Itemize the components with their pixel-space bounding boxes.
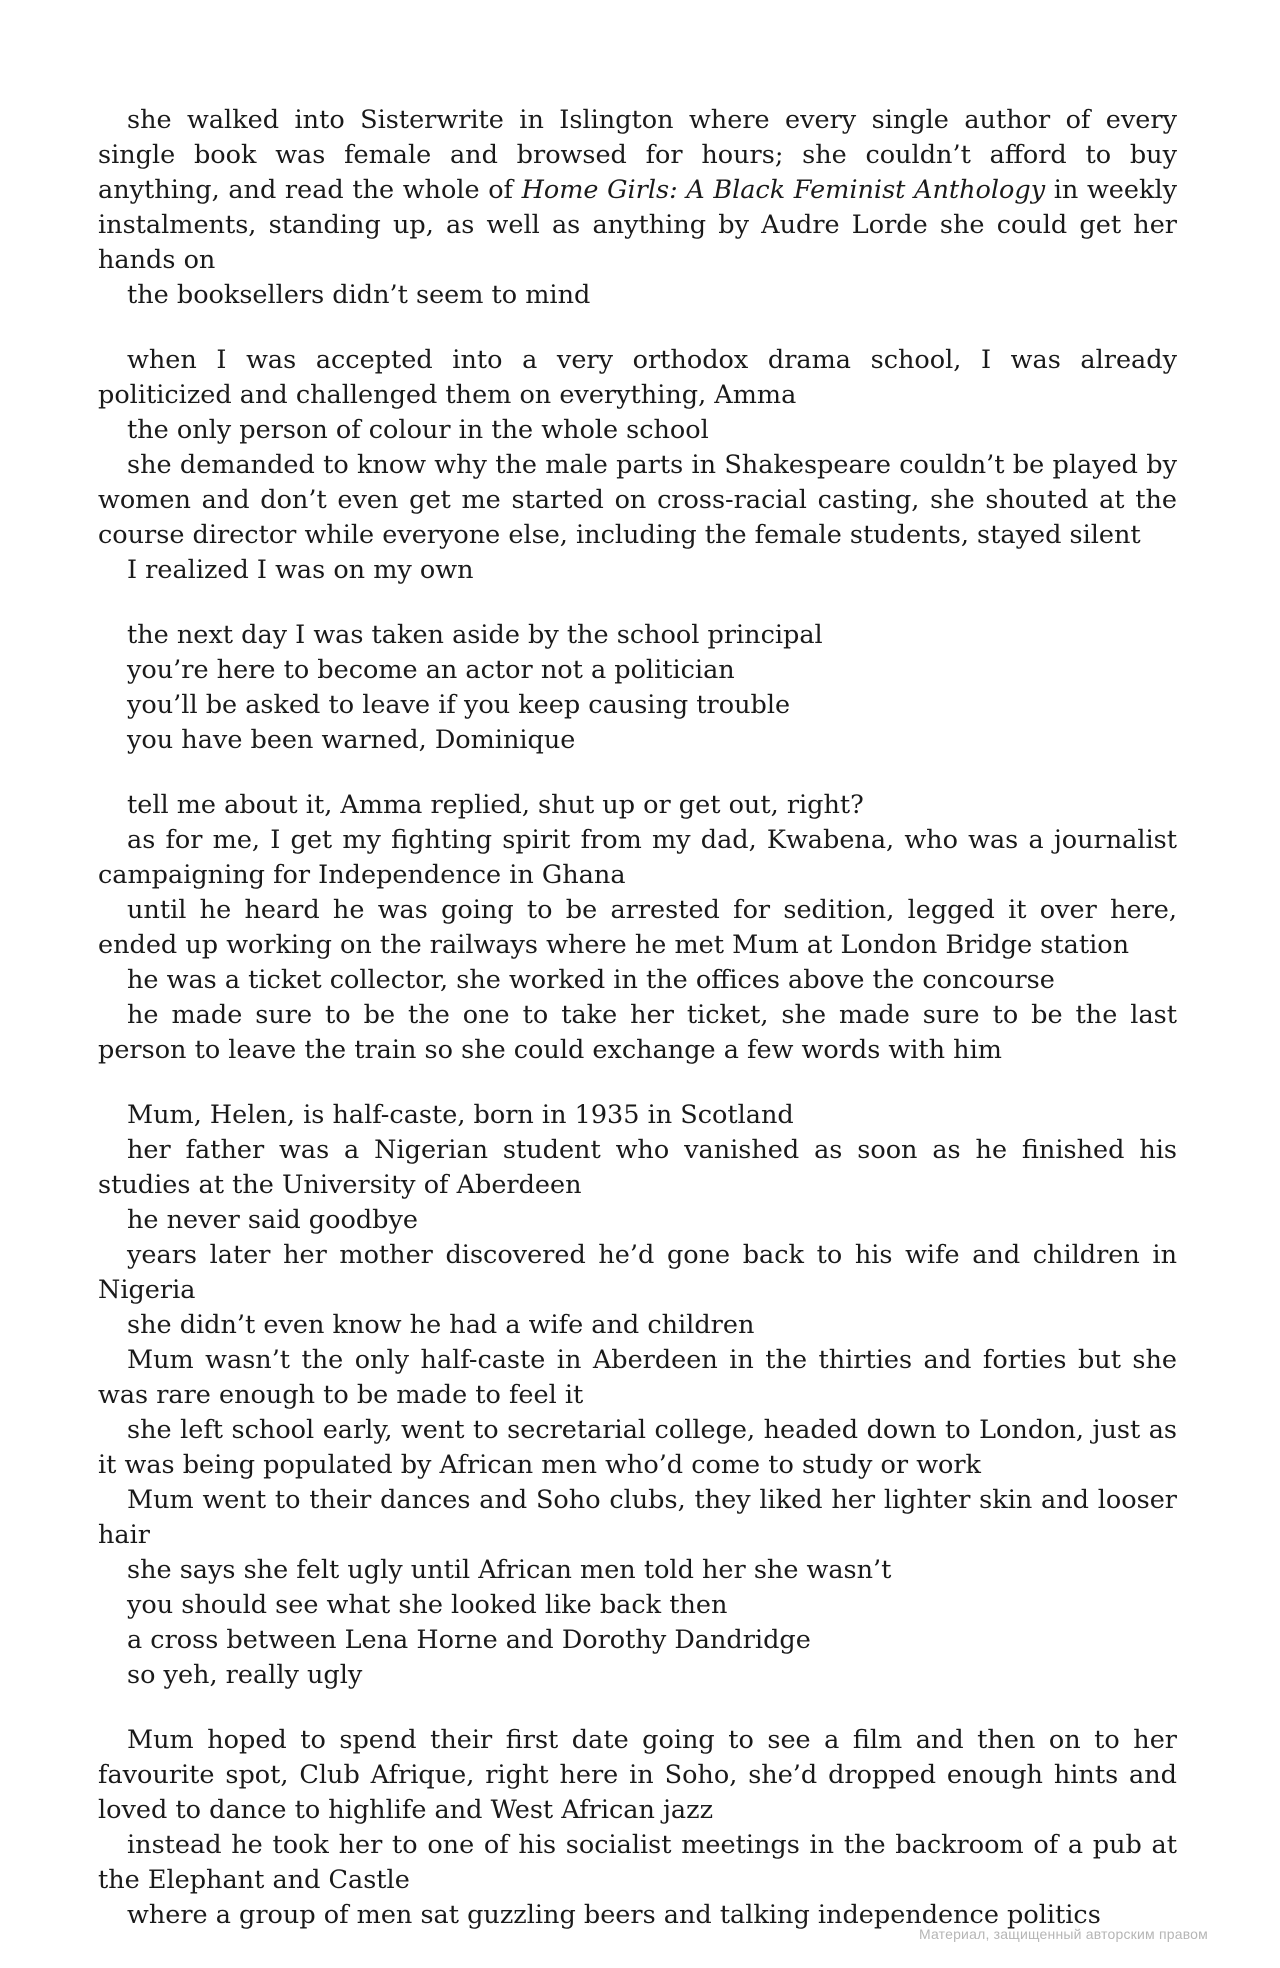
text-run: so yeh, really ugly (127, 1660, 363, 1690)
text-line (98, 1203, 1177, 1238)
text-run: she didn’t even know he had a wife and children (127, 1310, 755, 1340)
text-line (98, 1343, 1177, 1413)
text-line (98, 998, 1177, 1068)
book-page (98, 103, 1177, 1963)
text-run: Mum, Helen, is half-caste, born in 1935 in Scotland (127, 1100, 794, 1130)
text-run: instead he took her to one of his socialist meetings in the backroom of a pub at the Elephant and Castle (98, 1830, 1177, 1895)
text-line (98, 1588, 1177, 1623)
text-line (98, 1483, 1177, 1553)
text-run: I realized I was on my own (127, 555, 474, 585)
text-run: as for me, I get my fighting spirit from my dad, Kwabena, who was a journalist campaigning for Independence in Ghana (98, 825, 1177, 890)
text-line (98, 1723, 1177, 1828)
text-run: he made sure to be the one to take her ticket, she made sure to be the last person to leave the train so she could exchange a few words with him (98, 1000, 1177, 1065)
stanza (98, 1098, 1177, 1693)
text-run: she says she felt ugly until African men told her she wasn’t (127, 1555, 892, 1585)
text-line (98, 103, 1177, 278)
text-run: when I was accepted into a very orthodox drama school, I was already politicized and challenged them on everything, Amma (98, 345, 1177, 410)
book-title-italic: Home Girls: A Black Feminist Anthology (521, 175, 1046, 205)
text-line (98, 963, 1177, 998)
text-run: years later her mother discovered he’d gone back to his wife and children in Nigeria (98, 1240, 1177, 1305)
text-line (98, 448, 1177, 553)
text-line (98, 893, 1177, 963)
text-line (98, 1658, 1177, 1693)
text-line (98, 823, 1177, 893)
text-run: Mum went to their dances and Soho clubs, they liked her lighter skin and looser hair (98, 1485, 1177, 1550)
text-line (98, 553, 1177, 588)
text-run: you have been warned, Dominique (127, 725, 576, 755)
text-run: in weekly instalments, standing up, as well as anything by Audre Lorde she could get her hands on (98, 175, 1178, 275)
text-run: you’re here to become an actor not a politician (127, 655, 735, 685)
text-line (98, 618, 1177, 653)
text-run: he was a ticket collector, she worked in the offices above the concourse (127, 965, 1055, 995)
copyright-watermark: Материал, защищенный авторским правом (918, 1926, 1208, 1942)
text-line (98, 278, 1177, 313)
text-line (98, 413, 1177, 448)
text-line (98, 1553, 1177, 1588)
text-run: she walked into Sisterwrite in Islington where every single author of every single book was female and browsed for hours; she couldn’t afford to buy anything, and read the whole of (98, 105, 1177, 205)
text-run: Mum wasn’t the only half-caste in Aberdeen in the thirties and forties but she was rare enough to be made to feel it (98, 1345, 1177, 1410)
stanza (98, 618, 1177, 758)
stanza (98, 343, 1177, 588)
text-line (98, 1413, 1177, 1483)
text-line (98, 1623, 1177, 1658)
text-run: the next day I was taken aside by the school principal (127, 620, 823, 650)
text-run: her father was a Nigerian student who vanished as soon as he finished his studies at the University of Aberdeen (98, 1135, 1177, 1200)
text-run: he never said goodbye (127, 1205, 418, 1235)
text-line (98, 1308, 1177, 1343)
stanza (98, 1723, 1177, 1933)
text-line (98, 343, 1177, 413)
text-line (98, 788, 1177, 823)
text-run: until he heard he was going to be arrested for sedition, legged it over here, ended up working on the railways where he met Mum at London Bridge station (98, 895, 1177, 960)
text-run: the booksellers didn’t seem to mind (127, 280, 591, 310)
text-line (98, 1828, 1177, 1898)
text-run: she demanded to know why the male parts in Shakespeare couldn’t be played by women and don’t even get me started on cross-racial casting, she shouted at the course director while everyone else, including the female students, stayed silent (98, 450, 1177, 550)
text-line (98, 1238, 1177, 1308)
text-line (98, 1098, 1177, 1133)
text-run: a cross between Lena Horne and Dorothy Dandridge (127, 1625, 811, 1655)
text-run: tell me about it, Amma replied, shut up or get out, right? (127, 790, 864, 820)
text-run: you should see what she looked like back then (127, 1590, 728, 1620)
text-run: the only person of colour in the whole school (127, 415, 709, 445)
text-line (98, 723, 1177, 758)
text-run: she left school early, went to secretarial college, headed down to London, just as it was being populated by African men who’d come to study or work (98, 1415, 1177, 1480)
stanza (98, 103, 1177, 313)
text-line (98, 688, 1177, 723)
text-run: where a group of men sat guzzling beers and talking independence politics (127, 1900, 1101, 1930)
text-line (98, 1133, 1177, 1203)
text-run: Mum hoped to spend their first date going to see a film and then on to her favourite spot, Club Afrique, right here in Soho, she’d dropped enough hints and loved to dance to highlife and West African jazz (98, 1725, 1177, 1825)
stanza (98, 788, 1177, 1068)
text-run: you’ll be asked to leave if you keep causing trouble (127, 690, 791, 720)
text-line (98, 653, 1177, 688)
